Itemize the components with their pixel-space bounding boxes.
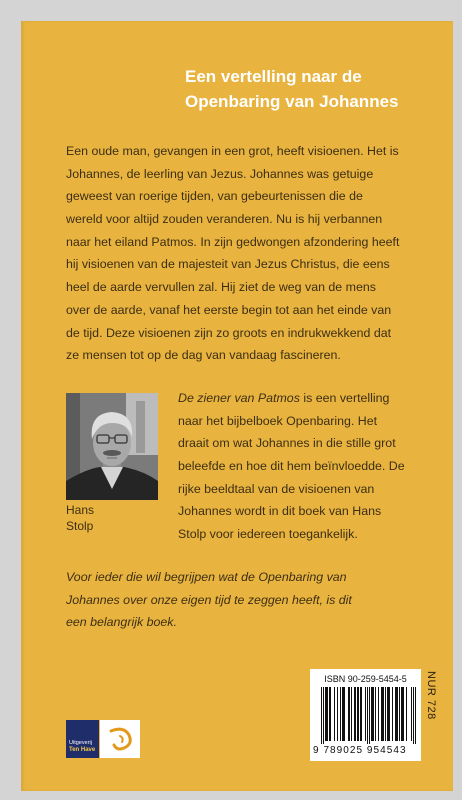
barcode-bar bbox=[399, 687, 400, 741]
barcode-bar bbox=[375, 687, 376, 741]
author-last-name: Stolp bbox=[66, 519, 94, 533]
description-paragraph bbox=[178, 387, 405, 546]
intro-line: naar het eiland Patmos. In zijn gedwongen afzondering heeft bbox=[66, 234, 400, 249]
swirl-emblem-icon bbox=[100, 720, 140, 758]
cover-heading bbox=[185, 64, 399, 114]
closing-line: Voor ieder die wil begrijpen wat de Openbaring van bbox=[66, 570, 347, 584]
description-line: Johannes wordt in dit boek van Hans bbox=[178, 504, 382, 519]
description-line: naar het bijbelboek Openbaring. Het bbox=[178, 413, 378, 428]
barcode-bar bbox=[351, 687, 352, 741]
publisher-name-line2: Ten Have bbox=[69, 747, 96, 753]
barcode-label bbox=[310, 669, 421, 761]
intro-paragraph bbox=[66, 140, 399, 367]
intro-line: heel de aarde vervullen zal. Hij ziet de weg van de mens bbox=[66, 280, 376, 295]
barcode-bar bbox=[381, 687, 384, 741]
book-title-italic: De ziener van Patmos bbox=[178, 391, 300, 405]
barcode-bar bbox=[321, 687, 322, 744]
description-line: rijke beeldtaal van de visioenen van bbox=[178, 481, 375, 496]
barcode-bar bbox=[369, 687, 370, 744]
closing-line: Johannes over onze eigen tijd te zeggen heeft, is dit bbox=[66, 592, 352, 607]
description-line-rest: is een vertelling bbox=[299, 391, 390, 405]
description-line: draait om wat Johannes in die stille grot bbox=[178, 436, 396, 451]
barcode-bar bbox=[413, 687, 414, 744]
description-line bbox=[178, 387, 405, 410]
description-line: beleefde en hoe dit hem beïnvloedde. De bbox=[178, 459, 405, 474]
author-photo bbox=[66, 393, 158, 500]
barcode-bar bbox=[357, 687, 359, 741]
barcode-bar bbox=[365, 687, 366, 741]
barcode-bars bbox=[321, 687, 416, 747]
barcode-bar bbox=[385, 687, 386, 741]
nur-code: NUR 728 bbox=[425, 671, 437, 720]
closing-paragraph bbox=[66, 566, 352, 634]
cover-heading-line: Openbaring van Johannes bbox=[185, 92, 399, 111]
publisher-logo bbox=[66, 720, 99, 758]
barcode-bar bbox=[342, 687, 345, 741]
intro-line: wereld voor altijd zouden veranderen. Nu is hij verbannen bbox=[66, 212, 383, 227]
barcode-bar bbox=[348, 687, 350, 741]
intro-line: geweest van roerige tijden, van gebeurtenissen die de bbox=[66, 189, 363, 204]
barcode-bar bbox=[392, 687, 393, 741]
barcode-bar bbox=[360, 687, 362, 741]
author-portrait bbox=[66, 393, 158, 500]
barcode-bar bbox=[401, 687, 404, 741]
barcode-bar bbox=[323, 687, 324, 744]
barcode-bar bbox=[371, 687, 374, 741]
barcode-bar bbox=[325, 687, 328, 741]
description-line: Stolp voor iedereen toegankelijk. bbox=[178, 527, 358, 542]
barcode-bar bbox=[334, 687, 335, 741]
isbn-text: ISBN 90-259-5454-5 bbox=[324, 674, 407, 684]
barcode-bar bbox=[387, 687, 390, 741]
barcode-bar bbox=[340, 687, 341, 741]
publisher-name-line1: Uitgeverij bbox=[69, 740, 92, 746]
intro-line: Een oude man, gevangen in een grot, heeft visioenen. Het is bbox=[66, 144, 399, 158]
barcode-bar bbox=[337, 687, 338, 741]
barcode-bar bbox=[411, 687, 412, 741]
barcode-bar bbox=[395, 687, 398, 741]
author-caption bbox=[66, 502, 94, 534]
barcode-bar bbox=[378, 687, 379, 741]
intro-line: Johannes, de leerling van Jezus. Johannes was getuige bbox=[66, 166, 374, 181]
intro-line: over de aarde, vanaf het eerste begin tot aan het einde van bbox=[66, 302, 392, 317]
intro-line: ze mensen tot op de dag van vandaag fascineren. bbox=[66, 348, 341, 363]
cover-heading-line: Een vertelling naar de bbox=[185, 67, 362, 86]
barcode-bar bbox=[415, 687, 416, 744]
barcode-number: 9 789025 954543 bbox=[313, 745, 407, 756]
barcode-bar bbox=[367, 687, 368, 744]
barcode-bar bbox=[406, 687, 407, 741]
author-first-name: Hans bbox=[66, 503, 95, 517]
book-back-cover bbox=[21, 21, 453, 791]
barcode-bar bbox=[329, 687, 331, 741]
intro-line: hij visioenen van de majesteit van Jezus Christus, die eens bbox=[66, 257, 390, 272]
barcode-bar bbox=[354, 687, 356, 741]
closing-line: een belangrijk boek. bbox=[66, 615, 177, 630]
intro-line: de tijd. Deze visioenen zijn zo groots en indrukwekkend dat bbox=[66, 325, 392, 340]
